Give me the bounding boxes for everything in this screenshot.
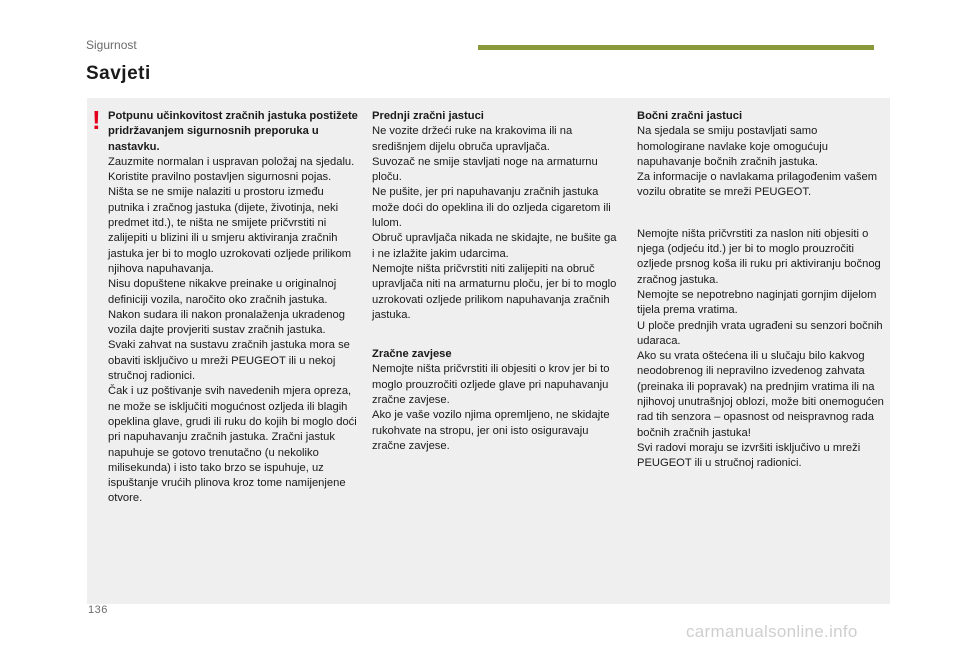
paragraph: Svaki zahvat na sustavu zračnih jastuka mora se obaviti isključivo u mreži PEUGEOT ili u nekoj stručnoj radionici. [108,339,350,383]
paragraph: Nisu dopuštene nikakve preinake u originalnoj definiciji vozila, naročito oko zračnih jastuka. [108,278,337,306]
paragraph: Nemojte ništa pričvrstiti ili objesiti o krov jer bi to moglo prouzročiti ozljede glave pri napuhavanju zračne zavjese. [372,363,610,407]
paragraph: Ne vozite držeći ruke na krakovima ili na središnjem dijelu obruča upravljača. [372,125,573,153]
column-front-airbags [372,109,617,454]
paragraph: Nemojte se nepotrebno naginjati gornjim dijelom tijela prema vratima. [637,288,877,317]
paragraph: Ne pušite, jer pri napuhavanju zračnih jastuka može doći do opeklina ili do ozljeda cigaretom ili lulom. [372,186,611,230]
paragraph: Nemojte ništa pričvrstiti niti zalijepiti na obruč upravljača niti na armaturnu ploču, jer bi to moglo uzrokovati ozljede prilikom napuhavanja zračnih jastuka. [372,262,617,321]
paragraph: Nemojte ništa pričvrstiti za naslon niti objesiti o njega (odjeću itd.) jer bi to moglo prouzročiti ozljede prsnog koša ili ruku pri aktiviranju bočnog zračnog jastuka. [637,227,881,286]
section-label: Sigurnost [86,38,137,52]
paragraph: Zauzmite normalan i uspravan položaj na sjedalu. [108,155,355,168]
paragraph: U ploče prednjih vrata ugrađeni su senzori bočnih udaraca. [637,319,883,347]
watermark: carmanualsonline.info [686,622,858,641]
general-advice-heading: Potpunu učinkovitost zračnih jastuka postižete pridržavanjem sigurnosnih preporuka u nastavku. [108,110,358,153]
paragraph: Ako je vaše vozilo njima opremljeno, ne skidajte rukohvate na stropu, jer oni isto osiguravaju zračne zavjese. [372,409,610,452]
spacer [372,323,617,347]
column-general-advice [108,109,358,507]
warning-exclamation-icon: ! [92,105,101,135]
header-rule [478,45,874,50]
paragraph: Ako su vrata oštećena ili u slučaju bilo kakvog neodobrenog ili nepravilno izvedenog zahvata (preinaka ili popravak) na prednjim vratima ili na njihovoj unutrašnjoj oblozi, može biti onemogućen rad tih senzora – opasnost od neispravnog rada bočnih zračnih jastuka! [637,350,884,439]
front-airbags-heading: Prednji zračni jastuci [372,110,484,122]
page-number: 136 [88,604,108,616]
paragraph: Suvozač ne smije stavljati noge na armaturnu ploču. [372,155,598,184]
paragraph: Koristite pravilno postavljen sigurnosni pojas. [108,171,332,184]
paragraph: Ništa se ne smije nalaziti u prostoru između putnika i zračnog jastuka (dijete, životinja, neki predmet itd.), te ništa ne smijete pričvrstiti ni zalijepiti u blizini ili u smjeru aktiviranja zračnih jastuka jer bi to moglo uzrokovati ozljede prilikom njihova napuhavanja. [108,186,352,275]
paragraph: Za informacije o navlakama prilagođenim vašem vozilu obratite se mreži PEUGEOT. [637,171,878,199]
paragraph: Nakon sudara ili nakon pronalaženja ukradenog vozila dajte provjeriti sustav zračnih jastuka. [108,308,345,337]
paragraph: Na sjedala se smiju postavljati samo homologirane navlake koje omogućuju napuhavanje bočnih zračnih jastuka. [637,125,828,168]
page-title: Savjeti [86,63,151,84]
paragraph: Svi radovi moraju se izvršiti isključivo u mreži PEUGEOT ili u stručnoj radionici. [637,441,861,470]
paragraph: Čak i uz poštivanje svih navedenih mjera opreza, ne može se isključiti mogućnost ozljeda ili blagih opeklina glave, grudi ili ruku do kojih bi moglo doći pri napuhavanju zračnih jastuka. Zračni jastuk napuhuje se gotovo trenutačno (u nekoliko milisekunda) i isto tako brzo se ispuhuje, uz ispuštanje vrućih plinova kroz tome namijenjene otvore. [108,385,357,505]
column-side-airbags [637,109,887,472]
side-airbags-heading: Bočni zračni jastuci [637,110,743,122]
curtain-airbags-heading: Zračne zavjese [372,348,452,361]
spacer [637,201,887,227]
paragraph: Obruč upravljača nikada ne skidajte, ne bušite ga i ne izlažite jakim udarcima. [372,232,617,260]
